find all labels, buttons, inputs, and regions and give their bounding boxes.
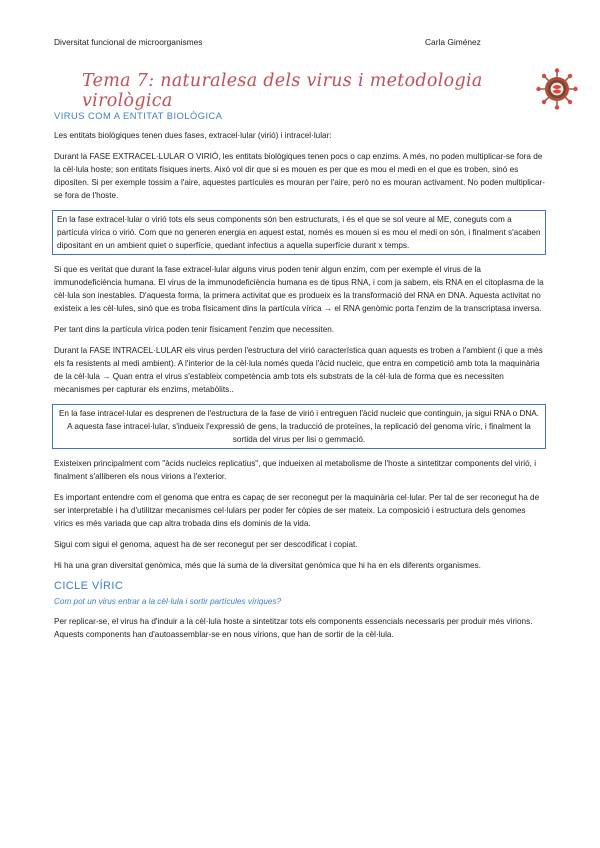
- paragraph-enzyme-inside: Per tant dins la partícula vírica poden tenir físicament l'enzim que necessiten.: [54, 325, 335, 334]
- section-heading-viral-cycle: CICLE VÍRIC: [54, 580, 124, 592]
- summary-box-extracellular: [52, 210, 546, 255]
- paragraph-replicative-nucleic-acids: Existeixen principalment com "àcids nucleics replicatius", que indueixen al metabolisme de l'hoste a sintetitzar components del virió, i finalment s'alliberen els nous virions a l'exterior.: [54, 459, 537, 481]
- summary-box-intracellular: [52, 404, 546, 449]
- paragraph-intracellular-phase: Durant la FASE INTRACEL·LULAR els virus perden l'estructura del virió característica quan aquests es troben a l'ambient (i que a més els fa resistents al medi ambient). A l'interior de la cèl·lula només queda l'àcid nucleic, que entra en competició amb tota la maquinària de la cèl·lula → Quan entra el virus s'estableix competència amb tots els substrats de la cèl·lula de forma que es necessiten mecanismes per capturar els enzims, metabòlits..: [54, 346, 543, 394]
- paragraph-extracellular-phase: Durant la FASE EXTRACEL·LULAR O VIRIÓ, les entitats biològiques tenen pocs o cap enzims. A més, no poden multiplicar-se fora de la cèl·lula hoste; son entitats físiques inerts. Això vol dir que si es mouen es per que es mou el medi en el que es troben, sinó es dipositen. Si per exemple tossim a l'aire, aquestes partícules es mouran per l'aire, però no es mouran activament. No poden multiplicar-se fora de l'hoste.: [54, 152, 545, 200]
- summary-text-intracellular: En la fase intracel·lular es desprenen de l'estructura de la fase de virió i entreguen l'àcid nucleic que continguin, ja sigui RNA o DNA. A aquesta fase intracel·lular, s'indueix l'expressió de gens, la traducció de proteïnes, la replicació del genoma víric, i finalment la sortida del virus per lisi o gemmació.: [58, 409, 540, 444]
- paragraph-phases-intro: Les entitats biològiques tenen dues fases, extracel·lular (virió) i intracel·lular:: [54, 131, 332, 140]
- page-title: Tema 7: naturalesa dels virus i metodologia virològica: [82, 71, 483, 111]
- section-heading-virus-entity: VIRUS COM A ENTITAT BIOLÒGICA: [54, 111, 223, 121]
- summary-text-extracellular: En la fase extracel·lular o virió tots els seus components són ben estructurats, i és el que se sol veure al ME, coneguts com a partícula vírica o virió. Com que no generen energia en aquest estat, només es mouen si es mou el medi on són, i finalment s'acaben dipositant en un ambient quiet o superfície, quedant infectius a aquella superfície durant x temps.: [57, 215, 541, 250]
- paragraph-genome-decoded: Sigui com sigui el genoma, aquest ha de ser reconegut per ser descodificat i copiat.: [54, 540, 358, 549]
- paragraph-hiv-enzyme: Si que es veritat que durant la fase extracel·lular alguns virus poden tenir algun enzim, com per exemple el virus de la immunodeficiència humana. El virus de la immunodeficiència humana es de tipus RNA, i com ja sabem, els RNA en el citoplasma de la cèl·lula son inestables. D'aquesta forma, la primera activitat que es produeix es la transformació del RNA en DNA. Aquesta activitat no existeix a les cèl·lules, sinó que es troba físicament dins la partícula vírica → el RNA genòmic porta l'enzim de la transcriptasa inversa.: [54, 265, 544, 313]
- header-author: Carla Giménez: [425, 37, 481, 47]
- virus-icon: [536, 68, 578, 110]
- paragraph-genome-recognition: Es important entendre com el genoma que entra es capaç de ser reconegut per la maquinària cel·lular. Per tal de ser reconegut ha de ser interpretable i ha d'utilitzar mecanismes cel·lulars per poder fer còpies de ser mateix. La composició i estructura dels genomes vírics es més variada que cap altra trobada dins els dominis de la vida.: [54, 493, 540, 528]
- paragraph-replication: Per replicar-se, el virus ha d'induir a la cèl·lula hoste a sintetitzar tots els components essencials necessaris per produir més virions. Aquests components han d'autoassemblar-se en nous virions, que han de sortir de la cèl·lula.: [54, 617, 533, 639]
- paragraph-genomic-diversity: Hi ha una gran diversitat genòmica, més que la suma de la diversitat genòmica que hi ha en els diferents organismes.: [54, 561, 481, 570]
- header-course: Diversitat funcional de microorganismes: [54, 37, 203, 47]
- subheading-question: Com pot un virus entrar a la cèl·lula i sortir partícules víriques?: [54, 597, 282, 606]
